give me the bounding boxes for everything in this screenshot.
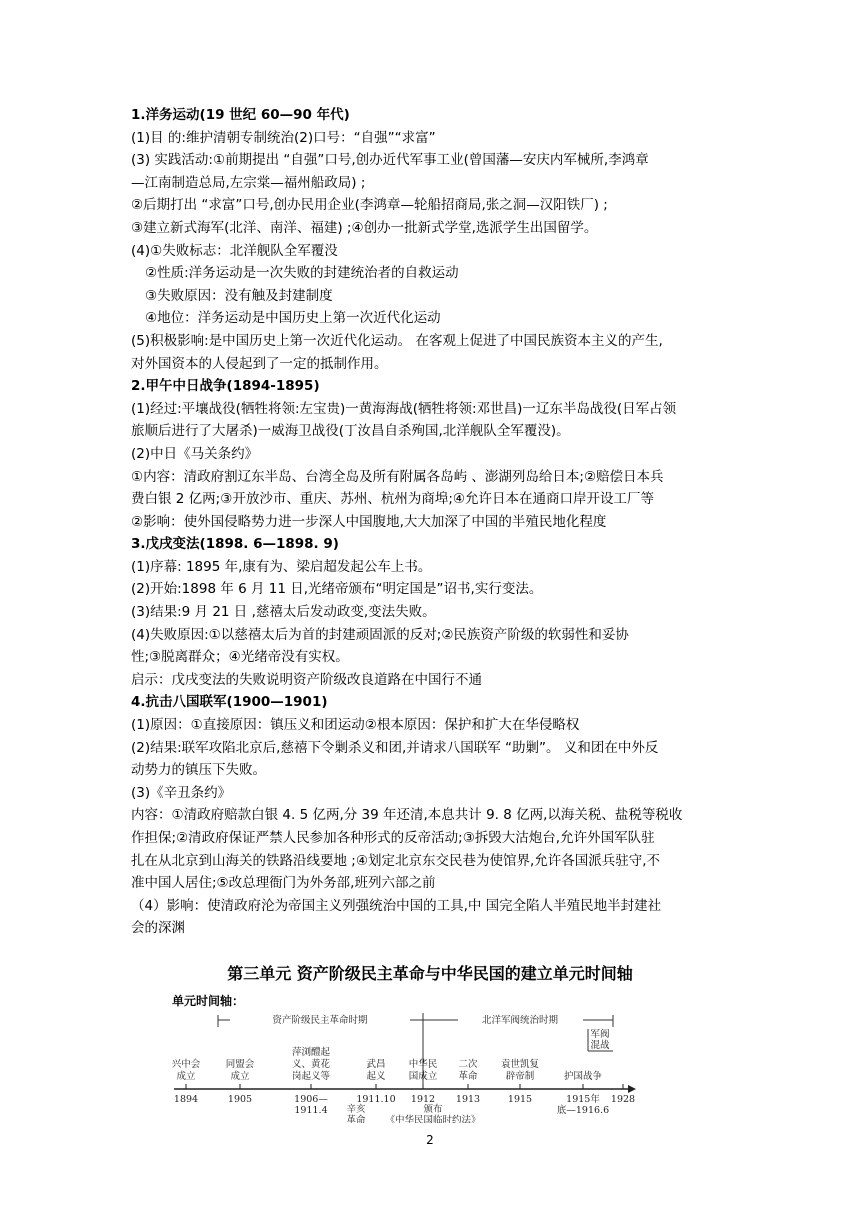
timeline-event-label: 武昌 [366,1059,386,1070]
timeline-note: 颁布 [423,1104,443,1115]
period-left-label: 资产阶级民主革命时期 [272,1015,368,1026]
text-line: (2)结果:联军攻陷北京后,慈禧下令剿杀义和团,并请求八国联军 “助剿”。 义和团在中外反 [131,739,659,756]
text-line: ②影响：使外国侵略势力进一步深人中国腹地,大大加深了中国的半殖民地化程度 [131,513,607,530]
section-heading: 3.戊戌变法(1898. 6—1898. 9) [131,536,339,553]
timeline-event-label: 国成立 [408,1071,438,1082]
text-line: 内容：①清政府赔款白银 4. 5 亿两,分 39 年还清,本息共计 9. 8 亿两,以海关税、盐税等税收 [131,807,683,824]
timeline-event-label: 二次 [458,1059,478,1070]
timeline-event-label: 岗起义等 [291,1071,331,1082]
timeline-year: 1913 [455,1094,481,1105]
text-line: 对外国资本的人侵起到了一定的抵制作用。 [131,355,388,372]
text-line: ③建立新式海军(北洋、南洋、福建) ;④创办一批新式学堂,选派学生出国留学。 [131,219,598,236]
text-line: (2)中日《马关条约》 [131,445,259,462]
text-line: (1)序幕: 1895 年,康有为、梁启超发起公车上书。 [131,558,432,575]
text-line: 扎在从北京到山海关的铁路沿线要地 ;④划定北京东交民巷为使馆界,允许各国派兵驻守,不 [131,852,661,869]
text-line: 性;③脱离群众；④光绪帝没有实权。 [131,649,349,666]
period-right-label: 北洋军阀统治时期 [481,1015,559,1026]
timeline-year: 1915 [507,1094,533,1105]
timeline-year-end: 底—1916.6 [556,1105,610,1116]
text-line: (4)失败原因:①以慈禧太后为首的封建顽固派的反对;②民族资产阶级的软弱性和妥协 [131,626,629,643]
text-line: （4）影响：使清政府沦为帝国主义列强统治中国的工具,中 国完全陷人半殖民地半封建社 [131,897,662,914]
text-line: ③失败原因：没有触及封建制度 [145,287,333,304]
text-line: (3)《辛丑条约》 [131,784,232,801]
timeline-year: 1915年 [566,1094,600,1105]
timeline-event-label: 袁世凯复 [500,1059,540,1070]
chaos-label-2: 混战 [590,1040,610,1051]
section-heading: 1.洋务运动(19 世纪 60—90 年代) [131,107,350,123]
timeline-note: 《中华民国临时约法》 [385,1115,481,1123]
text-line: 动势力的镇压下失败。 [131,762,266,779]
timeline-event-label: 义、黄花 [291,1059,331,1070]
timeline-year: 1906— [294,1094,328,1105]
timeline-year: 1912 [410,1094,436,1105]
unit-title: 第三单元 资产阶级民主革命与中华民国的建立单元时间轴 [227,964,633,983]
timeline-event-label: 护国战争 [563,1071,603,1082]
text-line: (4)①失败标志：北洋舰队全军覆没 [131,242,338,259]
timeline-event-label: 辟帝制 [505,1071,535,1082]
text-line: (3) 实践活动:①前期提出 “自强”口号,创办近代军事工业(曾国藩—安庆内军械所,李鸿章 [131,152,649,169]
text-line: 准中国人居住;⑤改总理衙门为外务部,班列六部之前 [131,875,436,892]
text-line: (1)目 的:维护清朝专制统治(2)口号：“自强”“求富” [131,129,436,146]
timeline-event-label: 萍浏醴起 [291,1047,331,1058]
text-line: —江南制造总局,左宗棠—福州船政局) ; [131,174,366,191]
text-line: (5)积极影响:是中国历史上第一次近代化运动。 在客观上促进了中国民族资本主义的产生, [131,332,663,349]
timeline-year: 1928 [610,1094,636,1105]
timeline-event-label: 中华民 [408,1059,438,1070]
text-line: 会的深渊 [131,920,185,937]
timeline-event-label: 成立 [176,1071,196,1082]
timeline-note: 革命 [346,1115,366,1123]
text-line: 作担保;②清政府保证严禁人民参加各种形式的反帝活动;③拆毁大沽炮台,允许外国军队驻 [131,830,655,846]
timeline-label: 单元时间轴： [172,994,245,1008]
timeline-year-end: 1911.4 [294,1105,328,1116]
timeline-event-label: 兴中会 [171,1059,201,1070]
timeline-year: 1911.10 [356,1094,396,1105]
text-line: ①内容：清政府割辽东半岛、台湾全岛及所有附属各岛屿 、澎湖列岛给日本;②赔偿日本兵 [131,468,664,485]
text-line: 旅顺后进行了大屠杀)一威海卫战役(丁汝昌自杀殉国,北洋舰队全军覆没)。 [131,423,570,440]
text-line: 费白银 2 亿两;③开放沙市、重庆、苏州、杭州为商埠;④允许日本在通商口岸开设工厂等 [131,491,654,508]
timeline-event-label: 成立 [230,1071,250,1082]
timeline-note: 辛亥 [346,1104,366,1115]
section-heading: 2.甲午中日战争(1894-1895) [131,378,320,395]
text-line: (2)开始:1898 年 6 月 11 日,光绪帝颁布“明定国是”诏书,实行变法。 [131,581,543,598]
chaos-label-1: 军阀 [590,1029,610,1040]
text-line: (3)结果:9 月 21 日 ,慈禧太后发动政变,变法失败。 [131,604,436,621]
text-line: ④地位：洋务运动是中国历史上第一次近代化运动 [145,310,441,327]
timeline-event-label: 革命 [458,1071,478,1082]
text-line: (1)经过:平壤战役(牺牲将领:左宝贵)一黄海海战(牺牲将领:邓世昌)一辽东半岛战役(日军占领 [131,400,677,417]
timeline-graphic [168,991,640,1123]
text-line: ②性质:洋务运动是一次失败的封建统治者的自救运动 [145,265,459,282]
timeline-year: 1894 [173,1094,199,1105]
timeline-event-label: 起义 [366,1071,386,1082]
page-number: 2 [426,1133,434,1147]
text-line: ②后期打出 “求富”口号,创办民用企业(李鸿章—轮船招商局,张之洞—汉阳铁厂) ; [131,197,608,214]
document-body [131,104,733,940]
unit-timeline [168,991,640,1123]
text-line: (1)原因：①直接原因：镇压义和团运动②根本原因：保护和扩大在华侵略权 [131,717,580,734]
text-line: 启示：戊戌变法的失败说明资产阶级改良道路在中国行不通 [131,671,482,688]
section-heading: 4.抗击八国联军(1900—1901) [131,694,328,711]
timeline-year: 1905 [227,1094,253,1105]
timeline-event-label: 同盟会 [225,1059,255,1070]
